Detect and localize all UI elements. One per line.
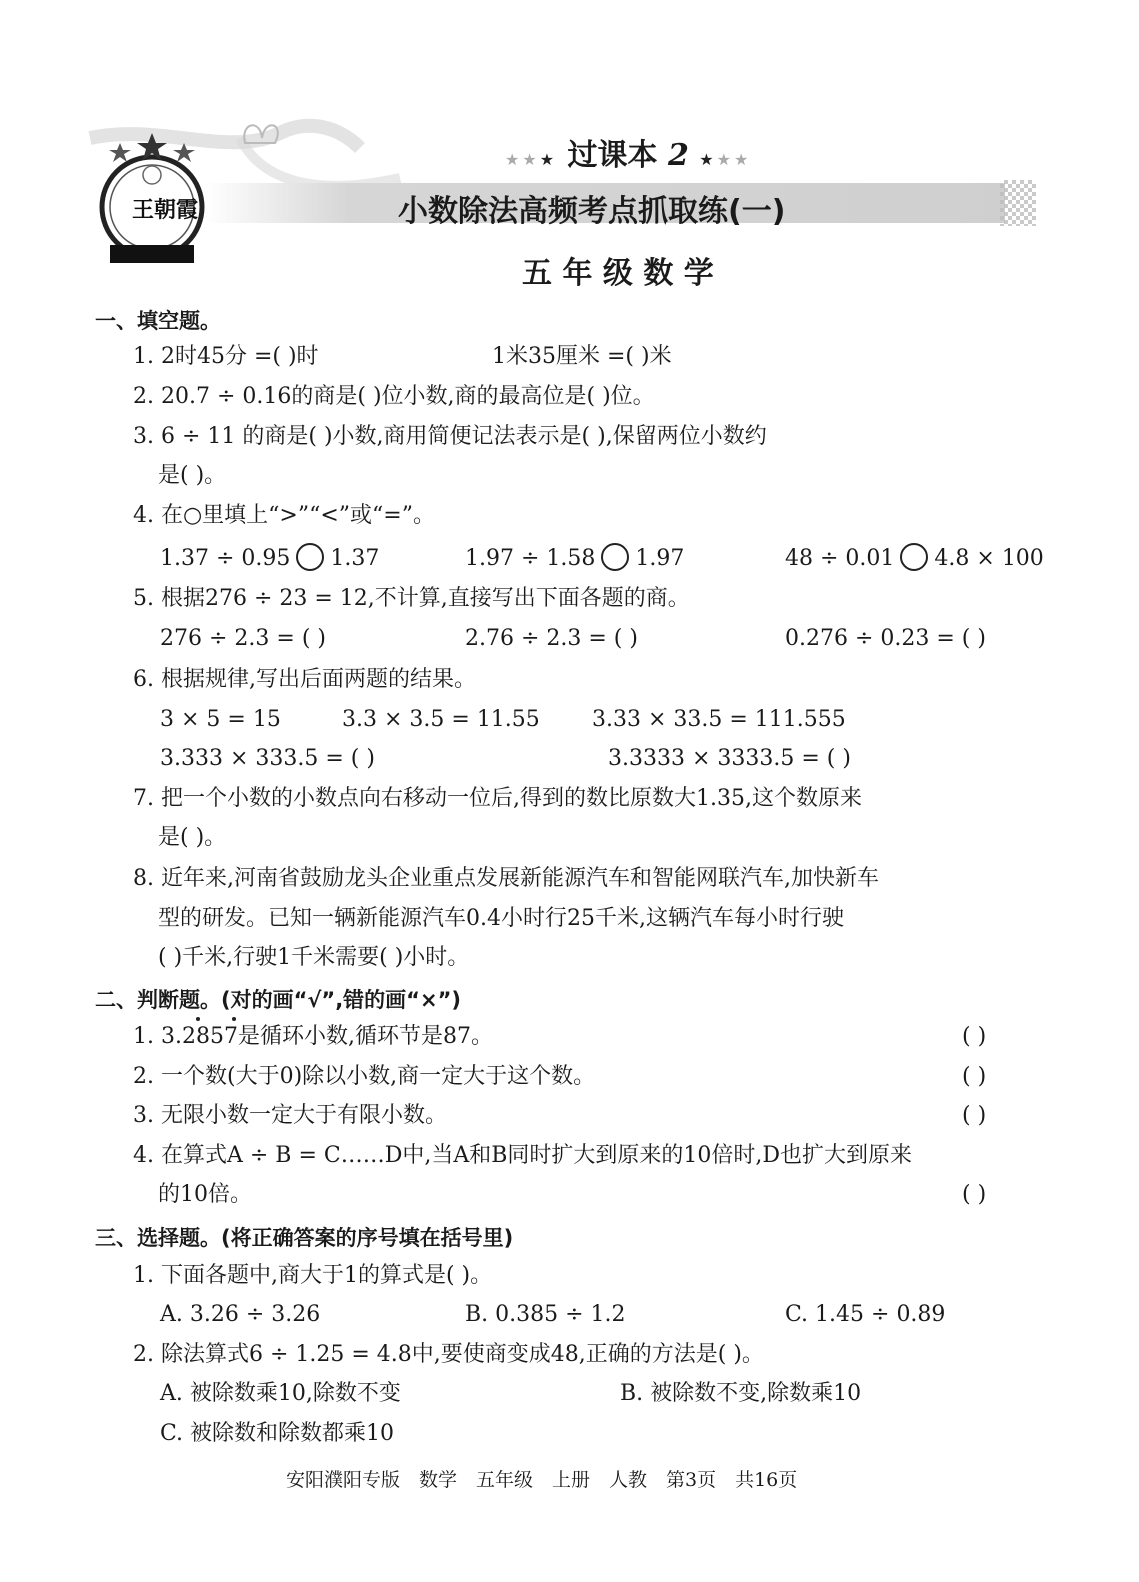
q4b-right: 1.97 [635,546,685,571]
q4a-left: 1.37 ÷ 0.95 [160,546,291,571]
choice-q1: 1. 下面各题中,商大于1的算式是( )。 [133,1263,493,1288]
fill-q3-line2: 是( )。 [158,463,227,488]
right-stars: ★★★ [699,150,752,169]
choice-q2-option-c[interactable]: C. 被除数和除数都乘10 [160,1421,395,1446]
repeat-dot [232,1017,236,1021]
fill-q8-line2: 型的研发。已知一辆新能源汽车0.4小时行25千米,这辆汽车每小时行驶 [158,906,844,931]
q4c-right: 4.8 × 100 [934,546,1044,571]
answer-circle[interactable] [900,543,928,571]
checker-decoration [1000,180,1036,226]
fill-q5-b: 2.76 ÷ 2.3 = ( ) [465,626,638,651]
fill-q5-c: 0.276 ÷ 0.23 = ( ) [785,626,986,651]
fill-q8-line1: 8. 近年来,河南省鼓励龙头企业重点发展新能源汽车和智能网联汽车,加快新车 [133,866,879,891]
series-number: 2 [667,138,689,173]
fill-q8-line3: ( )千米,行驶1千米需要( )小时。 [158,945,470,970]
repeat-dot [196,1017,200,1021]
fill-q6: 6. 根据规律,写出后面两题的结果。 [133,667,476,692]
section-heading-fill: 一、填空题。 [95,309,221,333]
fill-q4-item-b [465,543,684,573]
choice-q1-option-c[interactable]: C. 1.45 ÷ 0.89 [785,1302,946,1327]
choice-q1-option-b[interactable]: B. 0.385 ÷ 1.2 [465,1302,626,1327]
answer-circle[interactable] [601,543,629,571]
left-stars: ★★★ [505,150,558,169]
fill-q1-part-a: 1. 2时45分 =( )时 [133,344,319,369]
fill-q7-line2: 是( )。 [158,825,227,850]
choice-q2: 2. 除法算式6 ÷ 1.25 = 4.8中,要使商变成48,正确的方法是( )。 [133,1342,764,1367]
judge-q4-line1: 4. 在算式A ÷ B = C……D中,当A和B同时扩大到原来的10倍时,D也扩大到原来 [133,1143,913,1168]
fill-q5-a: 276 ÷ 2.3 = ( ) [160,626,326,651]
choice-q2-option-a[interactable]: A. 被除数乘10,除数不变 [160,1381,401,1406]
page-subtitle: 五 年 级 数 学 [522,256,714,291]
fill-q3-line1: 3. 6 ÷ 11 的商是( )小数,商用简便记法表示是( ),保留两位小数约 [133,424,767,449]
fill-q2: 2. 20.7 ÷ 0.16的商是( )位小数,商的最高位是( )位。 [133,384,655,409]
q4a-right: 1.37 [330,546,380,571]
judge-q1: 1. 3.2857是循环小数,循环节是87。 [133,1024,493,1049]
choice-q2-option-b[interactable]: B. 被除数不变,除数乘10 [620,1381,862,1406]
publisher-logo [92,125,212,270]
fill-q6-d: 3.333 × 333.5 = ( ) [160,746,375,771]
section-heading-judge: 二、判断题。(对的画“√”,错的画“×”) [95,988,461,1012]
fill-q1-part-b: 1米35厘米 =( )米 [492,344,672,369]
section-heading-choice: 三、选择题。(将正确答案的序号填在括号里) [95,1226,514,1250]
judge-q1-answer[interactable]: ( ) [962,1024,987,1049]
judge-q4-answer[interactable]: ( ) [962,1182,987,1207]
fill-q6-e: 3.3333 × 3333.5 = ( ) [608,746,851,771]
judge-q4-line2: 的10倍。 [158,1182,252,1207]
judge-q3: 3. 无限小数一定大于有限小数。 [133,1103,447,1128]
judge-q2-answer[interactable]: ( ) [962,1064,987,1089]
fill-q7-line1: 7. 把一个小数的小数点向右移动一位后,得到的数比原数大1.35,这个数原来 [133,786,862,811]
fill-q4-item-a [160,543,379,573]
choice-q1-option-a[interactable]: A. 3.26 ÷ 3.26 [160,1302,321,1327]
judge-q2: 2. 一个数(大于0)除以小数,商一定大于这个数。 [133,1064,596,1089]
fill-q6-c: 3.33 × 33.5 = 111.555 [592,707,846,732]
q4b-left: 1.97 ÷ 1.58 [465,546,596,571]
fill-q4: 4. 在○里填上“>”“<”或“=”。 [133,503,435,528]
fill-q6-a: 3 × 5 = 15 [160,707,281,732]
svg-text:王朝霞: 王朝霞 [132,197,199,223]
page-footer: 安阳濮阳专版 数学 五年级 上册 人教 第3页 共16页 [286,1469,798,1491]
judge-q3-answer[interactable]: ( ) [962,1103,987,1128]
q4c-left: 48 ÷ 0.01 [785,546,895,571]
fill-q5: 5. 根据276 ÷ 23 = 12,不计算,直接写出下面各题的商。 [133,586,690,611]
fill-q4-item-c [785,543,1044,573]
fill-q6-b: 3.3 × 3.5 = 11.55 [342,707,540,732]
answer-circle[interactable] [296,543,324,571]
page-title: 小数除法高频考点抓取练(一) [398,194,786,229]
series-label: 过课本 [567,138,658,173]
